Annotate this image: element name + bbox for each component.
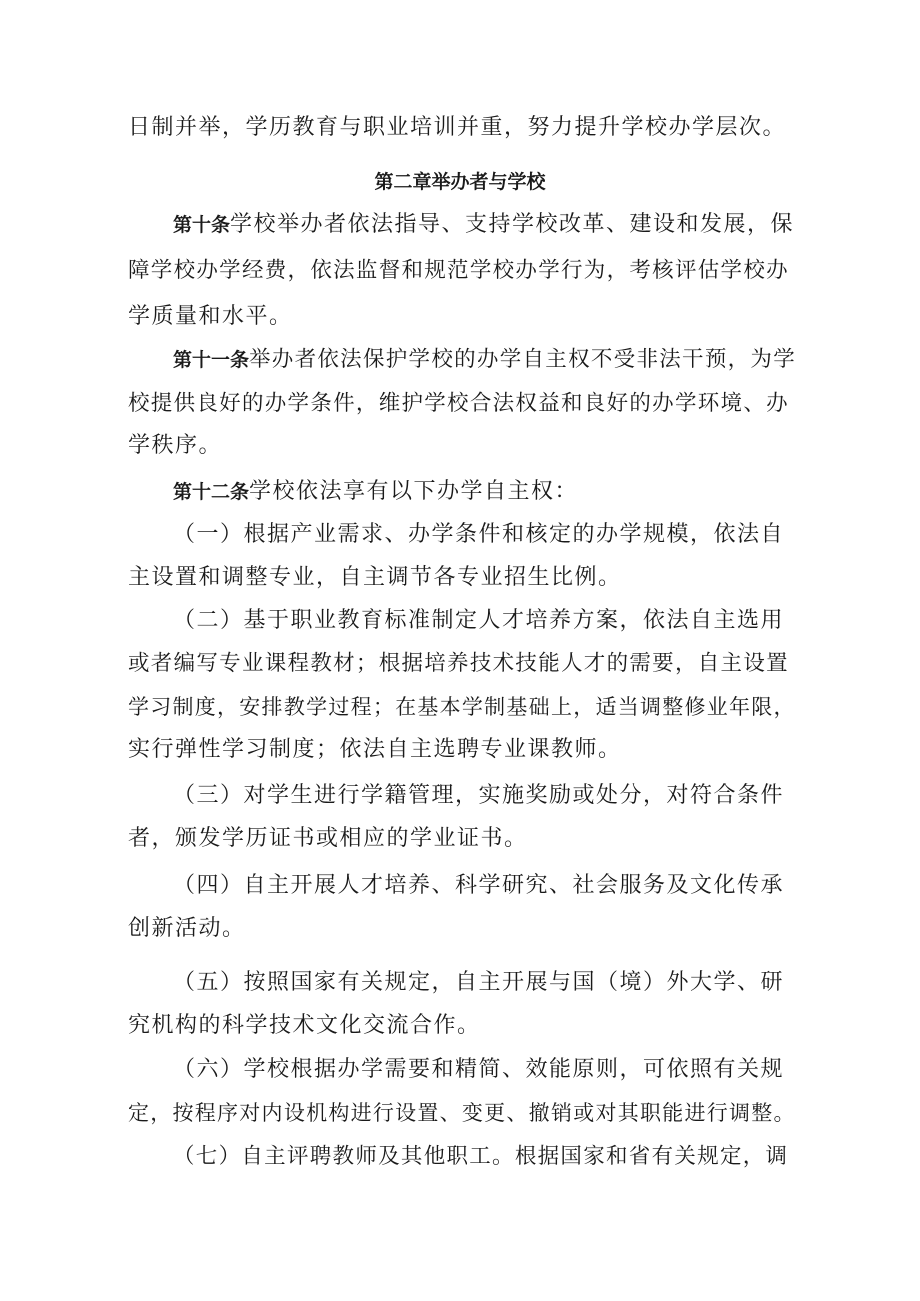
article-label: 第十条 <box>173 214 231 236</box>
article-10-line-2: 障学校办学经费，依法监督和规范学校办学行为，考核评估学校办 <box>128 258 789 283</box>
list-item-line: 主设置和调整专业，自主调节各专业招生比例。 <box>128 565 622 590</box>
article-text: 学校依法享有以下办学自主权： <box>249 479 579 504</box>
list-item-line: （一）根据产业需求、办学条件和核定的办学规模，依法自 <box>173 522 785 547</box>
article-10-line-3: 学质量和水平。 <box>128 304 293 329</box>
list-item-line: 学习制度，安排教学过程；在基本学制基础上，适当调整修业年限， <box>128 695 796 719</box>
article-10-line-1 <box>173 210 794 240</box>
article-12-line-1 <box>173 477 578 507</box>
list-item-line: 究机构的科学技术文化交流合作。 <box>128 1013 481 1038</box>
article-11-line-1 <box>173 345 796 375</box>
article-11-line-2: 校提供良好的办学条件，维护学校合法权益和良好的办学环境、办 <box>128 391 789 416</box>
list-item-line: （四）自主开展人才培养、科学研究、社会服务及文化传承 <box>173 873 785 898</box>
list-item-line: （三）对学生进行学籍管理，实施奖励或处分，对符合条件 <box>173 783 785 808</box>
list-item-line: 定，按程序对内设机构进行设置、变更、撤销或对其职能进行调整。 <box>128 1101 796 1125</box>
list-item-line: （二）基于职业教育标准制定人才培养方案，依法自主选用 <box>173 608 785 633</box>
article-label: 第十二条 <box>173 481 250 503</box>
list-item-line: 或者编写专业课程教材；根据培养技术技能人才的需要，自主设置 <box>128 651 789 676</box>
list-item-line: 实行弹性学习制度；依法自主选聘专业课教师。 <box>128 737 622 762</box>
list-item-line: 者，颁发学历证书或相应的学业证书。 <box>128 826 528 851</box>
paragraph-line: 日制并举，学历教育与职业培训并重，努力提升学校办学层次。 <box>128 115 787 140</box>
article-text: 学校举办者依法指导、支持学校改革、建设和发展，保 <box>230 212 795 237</box>
article-label: 第十一条 <box>173 349 250 371</box>
article-11-line-3: 学秩序。 <box>128 433 223 458</box>
chapter-title: 第二章举办者与学校 <box>374 171 546 193</box>
list-item-line: （六）学校根据办学需要和精简、效能原则，可依照有关规 <box>173 1057 785 1082</box>
article-text: 举办者依法保护学校的办学自主权不受非法干预，为学 <box>249 347 796 372</box>
list-item-line: 创新活动。 <box>128 916 246 941</box>
list-item-line: （七）自主评聘教师及其他职工。根据国家和省有关规定，调 <box>173 1144 789 1169</box>
list-item-line: （五）按照国家有关规定，自主开展与国（境）外大学、研 <box>173 970 785 995</box>
